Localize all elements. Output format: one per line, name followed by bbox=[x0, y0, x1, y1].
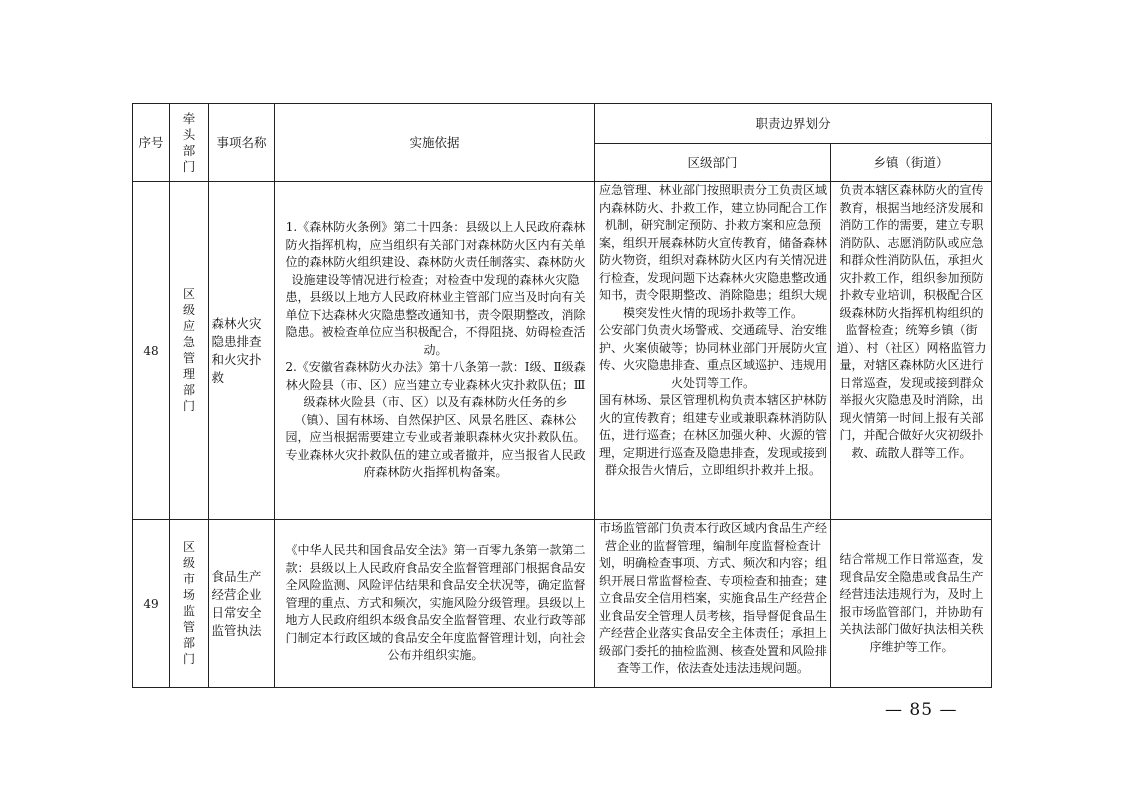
row-town-duty: 负责本辖区森林防火的宣传教育，根据当地经济发展和消防工作的需要，建立专职消防队、志愿消防队或应急和群众性消防队伍，承担火灾扑救工作，组织参加预防扑救专业培训，积极配合区级森林防火指挥机构组织的监督检查；统筹乡镇（街道）、村（社区）网格监管力量，对辖区森林防火区进行日常巡查，发现或接到群众举报火灾隐患及时消除，出现火情第一时间上报有关部门，并配合做好火灾初级扑救、疏散人群等工作。 bbox=[831, 182, 992, 520]
header-lead-dept: 牵头部门 bbox=[170, 104, 209, 182]
basis-paragraph: 2.《安徽省森林防火办法》第十八条第一款：Ⅰ级、Ⅱ级森林火险县（市、区）应当建立专业森林火灾扑救队伍；Ⅲ级森林火险县（市、区）以及有森林防火任务的乡（镇）、国有林场、自然保护区、风景名胜区、森林公园，应当根据需要建立专业或者兼职森林火灾扑救队伍。专业森林火灾扑救队伍的建立或者撤并，应当报省人民政府森林防火指挥机构备案。 bbox=[285, 360, 586, 480]
row-district-duty bbox=[595, 520, 831, 688]
row-item-name: 森林火灾隐患排查和火灾扑救 bbox=[209, 182, 275, 520]
table-row bbox=[133, 182, 992, 520]
row-lead-dept: 区级应急管理部门 bbox=[170, 182, 209, 520]
row-item-name: 食品生产经营企业日常安全监管执法 bbox=[209, 520, 275, 688]
row-lead-dept: 区级市场监管部门 bbox=[170, 520, 209, 688]
district-paragraph: 国有林场、景区管理机构负责本辖区护林防火的宣传教育；组建专业或兼职森林消防队伍，进行巡查；在林区加强火种、火源的管理，定期进行巡查及隐患排查，发现或接到群众报告火情后，立即组织扑救并上报。 bbox=[599, 393, 828, 477]
header-duty: 职责边界划分 bbox=[595, 104, 992, 144]
row-seq: 49 bbox=[133, 520, 170, 688]
header-basis: 实施依据 bbox=[275, 104, 595, 182]
row-district-duty bbox=[595, 182, 831, 520]
basis-paragraph: 1.《森林防火条例》第二十四条：县级以上人民政府森林防火指挥机构，应当组织有关部门对森林防火区内有关单位的森林防火组织建设、森林防火责任制落实、森林防火设施建设等情况进行检查；对检查中发现的森林火灾隐患，县级以上地方人民政府林业主管部门应当及时向有关单位下达森林火灾隐患整改通知书，责令限期整改，消除隐患。被检查单位应当积极配合，不得阻挠、妨碍检查活动。 bbox=[285, 220, 586, 357]
header-district: 区级部门 bbox=[595, 144, 831, 182]
district-paragraph: 公安部门负责火场警戒、交通疏导、治安维护、火案侦破等；协同林业部门开展防火宣传、火灾隐患排查、重点区域巡护、违规用火处罚等工作。 bbox=[599, 323, 828, 390]
district-paragraph: 应急管理、林业部门按照职责分工负责区域内森林防火、扑救工作，建立协同配合工作机制，研究制定预防、扑救方案和应急预案，组织开展森林防火宣传教育，储备森林防火物资，组织对森林防火区内有关情况进行检查，发现问题下达森林火灾隐患整改通知书，责令限期整改、消除隐患；组织大规模突发性火情的现场扑救等工作。 bbox=[599, 183, 828, 320]
row-basis bbox=[275, 182, 595, 520]
table-row bbox=[133, 520, 992, 688]
header-town: 乡镇（街道） bbox=[831, 144, 992, 182]
district-paragraph: 市场监管部门负责本行政区域内食品生产经营企业的监督管理，编制年度监督检查计划，明确检查事项、方式、频次和内容；组织开展日常监督检查、专项检查和抽查；建立食品安全信用档案，实施食品生产经营企业食品安全管理人员考核，指导督促食品生产经营企业落实食品安全主体责任；承担上级部门委托的抽检监测、核查处置和风险排查等工作，依法查处违法违规问题。 bbox=[599, 521, 828, 675]
page-number: — 85 — bbox=[885, 700, 958, 720]
row-basis bbox=[275, 520, 595, 688]
header-seq: 序号 bbox=[133, 104, 170, 182]
duty-table bbox=[132, 103, 992, 688]
row-town-duty: 结合常规工作日常巡查，发现食品安全隐患或食品生产经营违法违规行为，及时上报市场监管部门，并协助有关执法部门做好执法相关秩序维护等工作。 bbox=[831, 520, 992, 688]
header-item-name: 事项名称 bbox=[209, 104, 275, 182]
row-seq: 48 bbox=[133, 182, 170, 520]
basis-paragraph: 《中华人民共和国食品安全法》第一百零九条第一款第二款：县级以上人民政府食品安全监督管理部门根据食品安全风险监测、风险评估结果和食品安全状况等，确定监督管理的重点、方式和频次，实施风险分级管理。县级以上地方人民政府组织本级食品安全监督管理、农业行政等部门制定本行政区域的食品安全年度监督管理计划，向社会公布并组织实施。 bbox=[285, 543, 586, 663]
